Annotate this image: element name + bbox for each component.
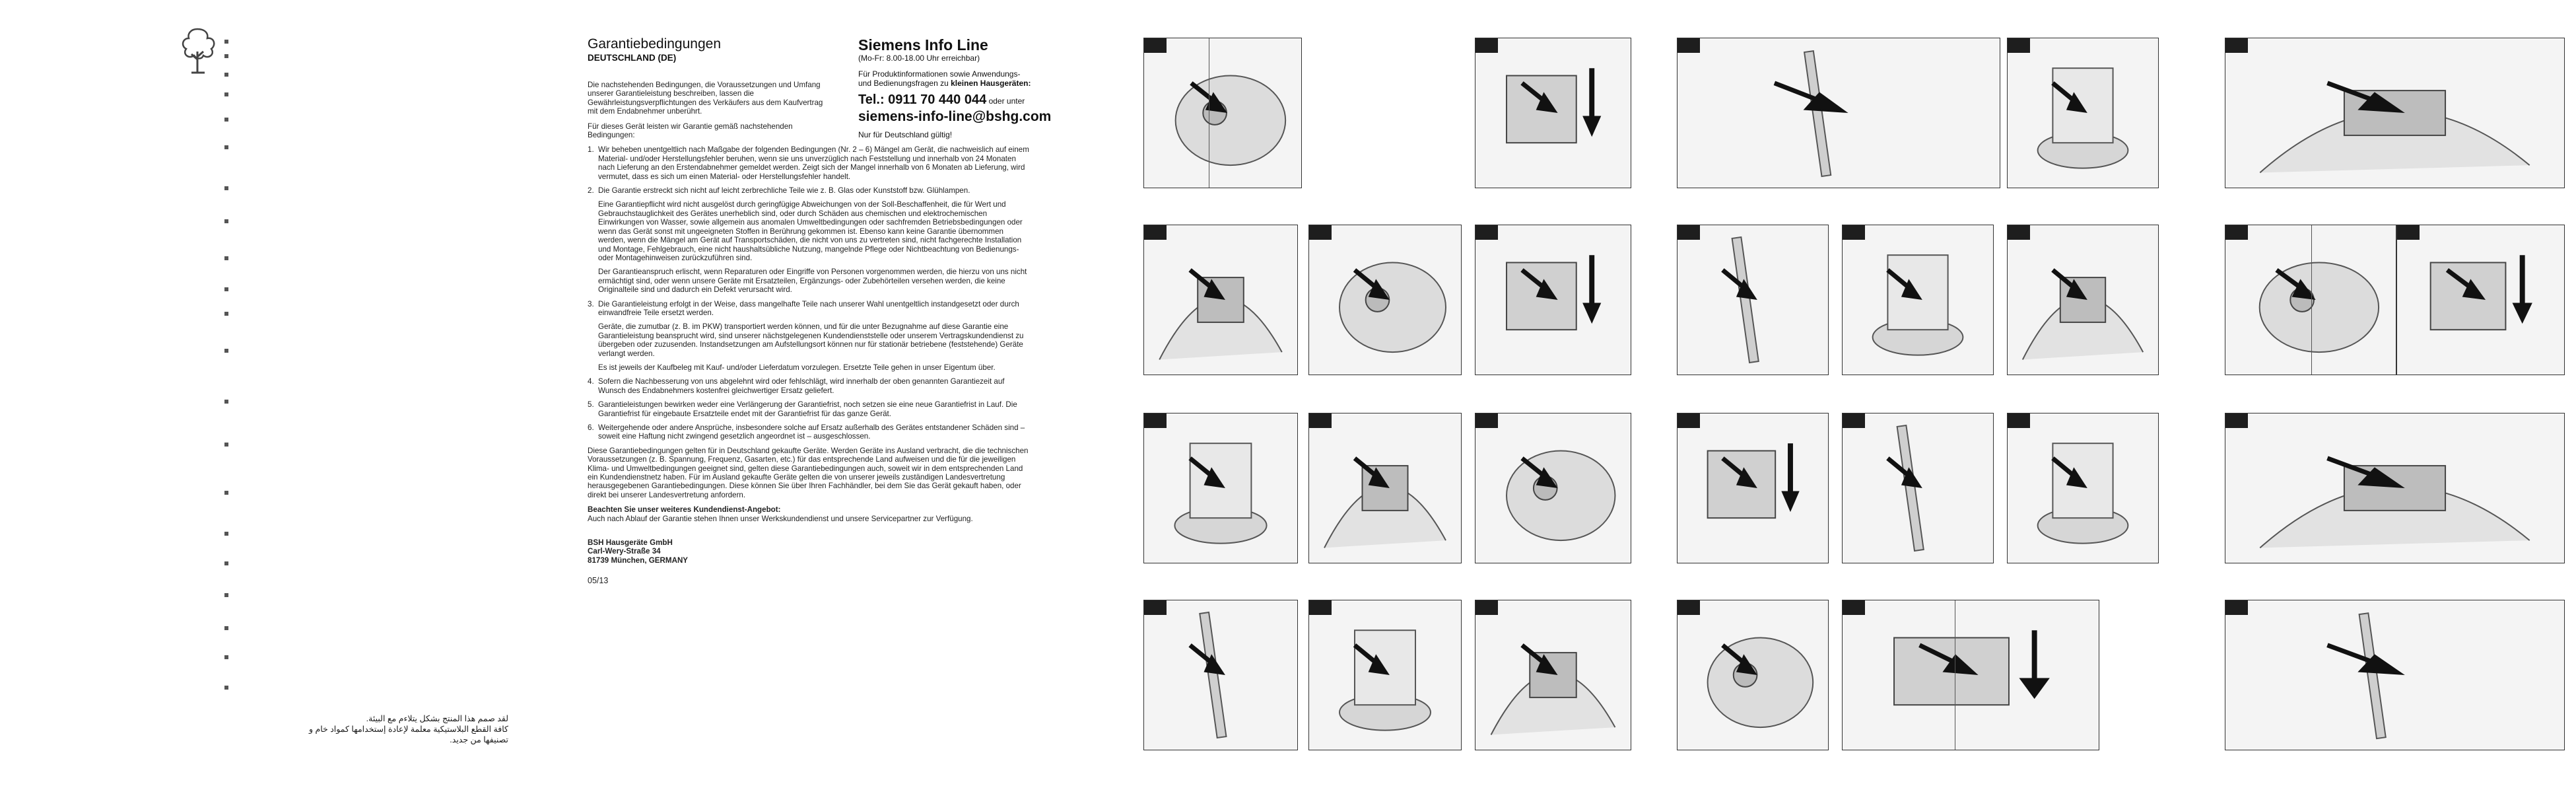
company-name: BSH Hausgeräte GmbH bbox=[588, 538, 673, 548]
illustration-drawing bbox=[2008, 413, 2158, 563]
illustration-drawing bbox=[1475, 600, 1631, 750]
illustration-panel bbox=[1677, 225, 1829, 375]
step-tag bbox=[1678, 413, 1700, 428]
info-line-phone bbox=[858, 92, 1135, 109]
illustration-panel bbox=[1143, 600, 1298, 750]
step-tag bbox=[2008, 225, 2030, 240]
info-line-note: Nur für Deutschland gültig! bbox=[858, 130, 953, 139]
info-line-desc-2 bbox=[858, 79, 1135, 88]
info-line-desc-1: Für Produktinformationen sowie Anwendungs- bbox=[858, 69, 1021, 79]
step-tag bbox=[2397, 225, 2420, 240]
illustration-panel bbox=[1475, 413, 1631, 563]
illustration-drawing bbox=[1678, 600, 1828, 750]
step-tag bbox=[2225, 600, 2248, 615]
guarantee-paragraph: Geräte, die zumutbar (z. B. im PKW) transportiert werden können, und für die unter Bezugnahme auf diese Garantie eine Garantieleistung beansprucht wird, sind unserer nächstgelegenen Kundendienststelle oder unserem Vertragskundendienst zu übergeben oder zuzusenden. Instandsetzungen am Aufstellungsort können nur für stationär betriebene (feststehende) Geräte verlangt werden. bbox=[598, 322, 1024, 358]
guarantee-country: DEUTSCHLAND (DE) bbox=[588, 53, 677, 63]
illustration-drawing bbox=[1678, 413, 1828, 563]
illustration-drawing bbox=[1843, 600, 2099, 750]
step-tag bbox=[1843, 225, 1865, 240]
guarantee-paragraph: Der Garantieanspruch erlischt, wenn Reparaturen oder Eingriffe von Personen vorgenommen werden, die hierzu von uns nicht ermächtigt sind, oder wenn unsere Geräte mit Ersatzteilen, Ergänzungs- oder Zubehörteilen versehen werden, die keine Originalteile sind und dadurch ein Defekt verursacht wird. bbox=[598, 268, 1027, 295]
illustration-panel bbox=[1308, 225, 1462, 375]
illustration-drawing bbox=[2008, 38, 2158, 188]
illustration-panel bbox=[2007, 413, 2159, 563]
illustration-drawing bbox=[2008, 225, 2158, 375]
illustration-panel bbox=[1308, 600, 1462, 750]
info-line-desc-2b: kleinen Hausgeräten: bbox=[951, 79, 1031, 88]
illustration-panel bbox=[2225, 413, 2565, 563]
arabic-line-3: تصنيفها من جديد. bbox=[450, 735, 508, 744]
panel-divider bbox=[2311, 225, 2312, 375]
step-tag bbox=[1475, 225, 1498, 240]
step-tag bbox=[1144, 600, 1167, 615]
illustration-drawing bbox=[2225, 38, 2564, 188]
illustration-panel bbox=[1842, 413, 1994, 563]
step-tag bbox=[1309, 413, 1332, 428]
info-line-title: Siemens Info Line bbox=[858, 36, 988, 54]
phone-or: oder unter bbox=[986, 96, 1025, 106]
info-line-email: siemens-info-line@bshg.com bbox=[858, 109, 1052, 124]
illustration-panel bbox=[2225, 38, 2565, 188]
arabic-line-1: لقد صمم هذا المنتج بشكل يتلاءم مع البيئة. bbox=[366, 714, 508, 723]
service-offer-title: Beachten Sie unser weiteres Kundendienst-Angebot: bbox=[588, 505, 781, 515]
illustration-drawing bbox=[1843, 225, 1993, 375]
illustration-panel bbox=[2225, 600, 2565, 750]
illustration-drawing bbox=[1144, 413, 1297, 563]
step-tag bbox=[1843, 600, 1865, 615]
illustration-panel bbox=[1677, 600, 1829, 750]
step-tag bbox=[1678, 225, 1700, 240]
illustration-drawing bbox=[1309, 225, 1461, 375]
illustration-panel bbox=[2007, 38, 2159, 188]
step-tag bbox=[2225, 413, 2248, 428]
illustration-panel bbox=[1143, 38, 1302, 188]
step-tag bbox=[1144, 38, 1167, 53]
info-line-box bbox=[858, 36, 1135, 139]
illustration-panel bbox=[1677, 38, 2000, 188]
step-tag bbox=[1678, 38, 1700, 53]
guarantee-intro: Die nachstehenden Bedingungen, die Voraussetzungen und Umfang unserer Garantieleistung beschreiben, lassen die Gewährleistungsverpflichtungen des Verkäufers aus dem Kaufvertrag mit dem Endabnehmer unberührt. bbox=[588, 81, 823, 116]
illustration-drawing bbox=[2225, 225, 2396, 375]
step-tag bbox=[1475, 413, 1498, 428]
illustration-panel bbox=[1308, 413, 1462, 563]
illustration-panel bbox=[2007, 225, 2159, 375]
step-tag bbox=[1475, 600, 1498, 615]
step-tag bbox=[2008, 38, 2030, 53]
print-date: 05/13 bbox=[588, 576, 609, 586]
guarantee-paragraph: Eine Garantiepflicht wird nicht ausgelöst durch geringfügige Abweichungen von der Soll-Beschaffenheit, die für Wert und Gebrauchstauglichkeit des Gerätes unerheblich sind, oder durch Schäden aus chemischen und elektrochemischen Einwirkungen von Wasser, sowie allgemein aus anomalen Umweltbedingungen oder sachfremden Betriebsbedingungen oder wenn das Gerät sonst mit ungeeigneten Stoffen in Berührung gekommen ist. Ebenso kann keine Garantie übernommen werden, wenn die Mängel am Gerät auf Transportschäden, die nicht von uns zu vertreten sind, nicht fachgerechte Installation und Montage, Fehlgebrauch, eine nicht haushaltsübliche Nutzung, mangelnde Pflege oder Nichtbeachtung von Bedienungs- oder Montagehinweisen zurückzuführen sind. bbox=[598, 200, 1023, 262]
info-line-hours: (Mo-Fr: 8.00-18.00 Uhr erreichbar) bbox=[858, 54, 980, 63]
phone-number: Tel.: 0911 70 440 044 bbox=[858, 92, 987, 107]
illustration-drawing bbox=[1475, 225, 1631, 375]
illustration-drawing bbox=[1144, 38, 1301, 188]
step-tag bbox=[2225, 38, 2248, 53]
guarantee-item: 2. Die Garantie erstreckt sich nicht auf leicht zerbrechliche Teile wie z. B. Glas oder Kunststoff bzw. Glühlampen. bbox=[588, 186, 970, 196]
step-tag bbox=[1144, 225, 1167, 240]
illustration-panel bbox=[1842, 225, 1994, 375]
illustration-panel bbox=[1677, 413, 1829, 563]
illustration-drawing bbox=[1475, 413, 1631, 563]
step-tag bbox=[1144, 413, 1167, 428]
step-tag bbox=[2225, 225, 2248, 240]
guarantee-item: 3. Die Garantieleistung erfolgt in der Weise, dass mangelhafte Teile nach unserer Wahl unentgeltlich instandgesetzt oder durch einwandfreie Teile ersetzt werden. bbox=[588, 299, 1019, 317]
guarantee-paragraph: Es ist jeweils der Kaufbeleg mit Kauf- und/oder Lieferdatum vorzulegen. Ersetzte Teile gehen in unser Eigentum über. bbox=[598, 363, 996, 372]
illustration-panel bbox=[1143, 225, 1298, 375]
guarantee-item: 4. Sofern die Nachbesserung von uns abgelehnt wird oder fehlschlägt, wird innerhalb der oben genannten Garantiezeit auf Wunsch des Endabnehmers kostenfrei gleichwertiger Ersatz geliefert. bbox=[588, 377, 1005, 395]
illustration-drawing bbox=[1678, 225, 1828, 375]
illustration-panel bbox=[1143, 413, 1298, 563]
step-tag bbox=[1678, 600, 1700, 615]
illustration-drawing bbox=[2397, 225, 2564, 375]
illustration-panel bbox=[1475, 38, 1631, 188]
guarantee-item: 1. Wir beheben unentgeltlich nach Maßgabe der folgenden Bedingungen (Nr. 2 – 6) Mängel am Gerät, die nachweislich auf einem Material- und/oder Herstellungsfehler beruhen, wenn sie uns unverzüglich nach Feststellung und innerhalb von 24 Monaten nach Lieferung an den Erstendabnehmer gemeldet werden. Zeigt sich der Mangel innerhalb von 6 Monaten ab Lieferung, wird vermutet, dass es sich um einen Material- oder Herstellungsfehler handelt. bbox=[588, 145, 1029, 181]
illustration-drawing bbox=[1309, 413, 1461, 563]
info-line-desc-2a: und Bedienungsfragen zu bbox=[858, 79, 951, 88]
step-tag bbox=[1843, 413, 1865, 428]
step-tag bbox=[1475, 38, 1498, 53]
step-tag bbox=[1309, 225, 1332, 240]
illustration-panel bbox=[2396, 225, 2565, 375]
illustration-panel bbox=[1475, 225, 1631, 375]
company-street: Carl-Wery-Straße 34 bbox=[588, 547, 661, 556]
illustration-drawing bbox=[2225, 413, 2564, 563]
illustration-drawing bbox=[1144, 600, 1297, 750]
guarantee-abroad: Diese Garantiebedingungen gelten für in Deutschland gekaufte Geräte. Werden Geräte ins Ausland verbracht, die die technischen Voraussetzungen (z. B. Spannung, Frequenz, Gasarten, etc.) für das entsprechende Land aufweisen und die für die jeweiligen Klima- und Umweltbedingungen geeignet sind, gelten diese Garantiebedingungen auch, soweit wir in dem entsprechenden Land ein Kundendienstnetz haben. Für im Ausland gekaufte Geräte gelten die von unserer jeweils zuständigen Landesvertretung herausgegebenen Garantiebedingungen. Diese können Sie über Ihren Fachhändler, bei dem Sie das Gerät gekauft haben, oder direkt bei unserer Landesvertretung anfordern. bbox=[588, 446, 1029, 499]
illustration-drawing bbox=[1843, 413, 1993, 563]
arabic-recycling-note bbox=[271, 713, 508, 745]
illustration-drawing bbox=[1144, 225, 1297, 375]
step-tag bbox=[2008, 413, 2030, 428]
illustration-panel bbox=[1475, 600, 1631, 750]
illustration-panel bbox=[2225, 225, 2396, 375]
guarantee-item: 6. Weitergehende oder andere Ansprüche, insbesondere solche auf Ersatz außerhalb des Gerätes entstandener Schäden sind – soweit eine Haftung nicht zwingend gesetzlich angeordnet ist – ausgeschlossen. bbox=[588, 423, 1025, 441]
service-offer-text: Auch nach Ablauf der Garantie stehen Ihnen unser Werkskundendienst und unsere Servicepartner zur Verfügung. bbox=[588, 514, 973, 523]
step-tag bbox=[1309, 600, 1332, 615]
guarantee-item: 5. Garantieleistungen bewirken weder eine Verlängerung der Garantiefrist, noch setzen sie eine neue Garantiefrist in Lauf. Die Garantiefrist für eingebaute Ersatzteile endet mit der Garantiefrist für das ganze Gerät. bbox=[588, 400, 1017, 418]
illustration-drawing bbox=[2225, 600, 2564, 750]
tree-icon bbox=[177, 25, 218, 75]
illustration-panel bbox=[1842, 600, 2099, 750]
illustration-drawing bbox=[1475, 38, 1631, 188]
illustration-drawing bbox=[1309, 600, 1461, 750]
guarantee-intro-2: Für dieses Gerät leisten wir Garantie gemäß nachstehenden Bedingungen: bbox=[588, 122, 793, 140]
illustration-drawing bbox=[1678, 38, 2000, 188]
company-city: 81739 München, GERMANY bbox=[588, 555, 689, 565]
arabic-line-2: كافة القطع البلاستيكية معلمة لإعادة إستخدامها كمواد خام و bbox=[308, 725, 508, 734]
guarantee-title: Garantiebedingungen bbox=[588, 36, 722, 52]
